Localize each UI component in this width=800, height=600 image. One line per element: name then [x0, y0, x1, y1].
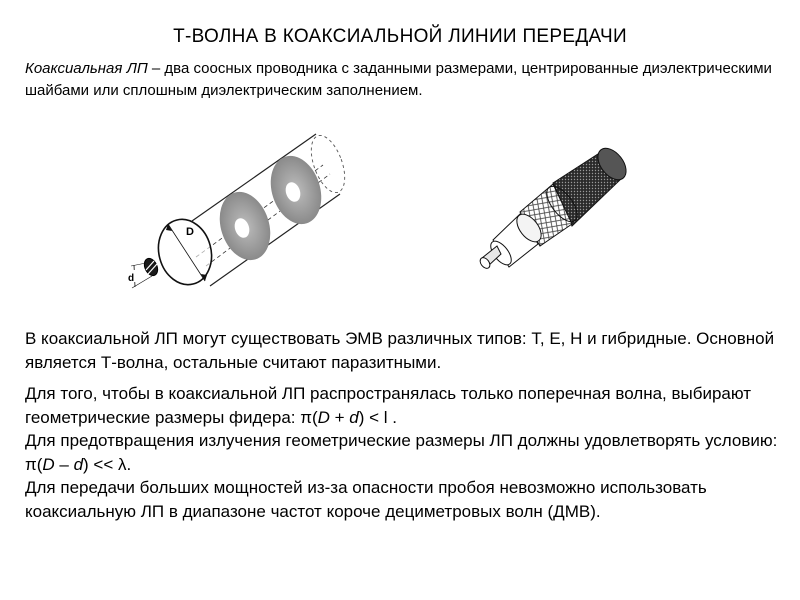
coax-washer-drawing	[126, 131, 351, 291]
slide-title: Т-ВОЛНА В КОАКСИАЛЬНОЙ ЛИНИИ ПЕРЕДАЧИ	[173, 26, 627, 47]
dielectric-washer	[211, 185, 278, 266]
intro-definition	[25, 58, 780, 102]
label-D: D	[186, 226, 194, 238]
label-d: d	[128, 273, 135, 284]
coax-cable-drawing	[478, 143, 632, 270]
intro-text: – два соосных проводника с заданными размерами, центрированные диэлектрическими шайбами или сплошным диэлектрическим заполнением.	[25, 60, 772, 99]
main-text	[25, 327, 785, 523]
paragraph-conditions: Для того, чтобы в коаксиальной ЛП распространялась только поперечная волна, выбирают геометрические размеры фидера: π(D + d) < l . Для предотвращения излучения геометрические размеры ЛП должны удовлетворять условию: π(D – d) << λ. Для передачи больших мощностей из-за опасности пробоя невозможно использовать коаксиальную ЛП в диапазоне частот короче дециметровых волн (ДМВ).	[25, 384, 778, 521]
paragraph-wave-types: В коаксиальной ЛП могут существовать ЭМВ различных типов: Т, Е, Н и гибридные. Основной является Т-волна, остальные считают паразитными.	[25, 329, 775, 372]
coaxial-figure	[0, 118, 800, 318]
intro-term: Коаксиальная ЛП	[25, 60, 148, 77]
dielectric-washer	[262, 149, 329, 230]
